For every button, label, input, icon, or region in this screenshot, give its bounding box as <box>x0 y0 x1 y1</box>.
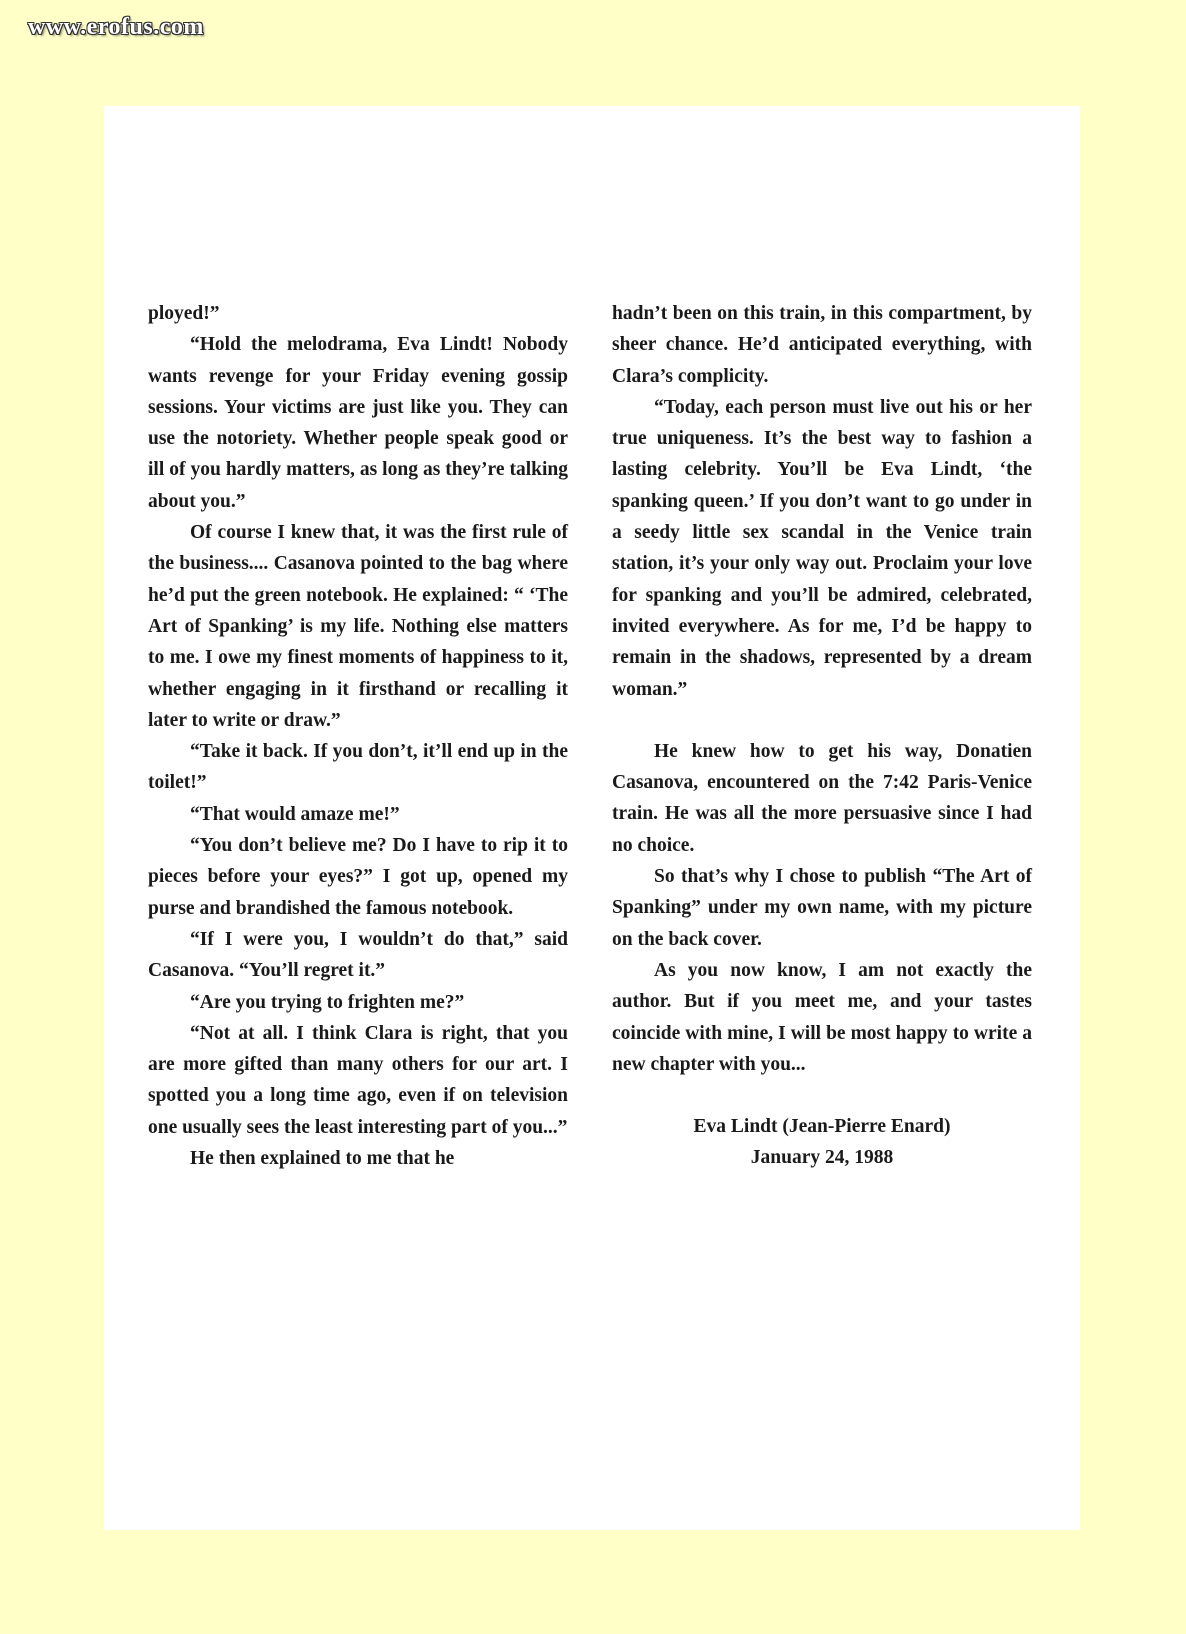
paragraph: ployed!” <box>148 303 220 324</box>
signature-date: January 24, 1988 <box>750 1147 894 1169</box>
paragraph: “Hold the melodrama, Eva Lindt! Nobody wants revenge for your Friday evening gossip sessions. Your victims are just like you. They can use the notoriety. Whether people speak good or ill of you hardly matters, as long as they’re talking about you.” <box>148 334 568 512</box>
paragraph: “That would amaze me!” <box>190 803 400 825</box>
author-signature <box>612 1111 1032 1174</box>
paragraph: As you now know, I am not exactly the author. But if you meet me, and your tastes coincide with mine, I will be most happy to write a new chapter with you... <box>612 959 1032 1075</box>
site-watermark: www.erofus.com <box>28 14 204 40</box>
paragraph: He then explained to me that he <box>190 1148 455 1170</box>
paragraph: “Take it back. If you don’t, it’ll end up in the toilet!” <box>148 741 568 794</box>
paragraph: hadn’t been on this train, in this compartment, by sheer chance. He’d anticipated everything, with Clara’s complicity. <box>612 303 1032 387</box>
paragraph: So that’s why I chose to publish “The Art of Spanking” under my own name, with my picture on the back cover. <box>612 866 1032 950</box>
paragraph: Of course I knew that, it was the first rule of the business.... Casanova pointed to the bag where he’d put the green notebook. He explained: “ ‘The Art of Spanking’ is my life. Nothing else matters to me. I owe my finest moments of happiness to it, whether engaging in it firsthand or recalling it later to write or draw.” <box>148 522 568 731</box>
paragraph: “You don’t believe me? Do I have to rip it to pieces before your eyes?” I got up, opened my purse and brandished the famous notebook. <box>148 835 568 919</box>
paragraph: He knew how to get his way, Donatien Casanova, encountered on the 7:42 Paris-Venice train. He was all the more persuasive since I had no choice. <box>612 740 1032 856</box>
right-text-column <box>612 298 1032 1174</box>
paragraph: “If I were you, I wouldn’t do that,” said Casanova. “You’ll regret it.” <box>148 928 568 982</box>
paragraph: “Today, each person must live out his or her true uniqueness. It’s the best way to fashion a lasting celebrity. You’ll be Eva Lindt, ‘the spanking queen.’ If you don’t want to go under in a seedy little sex scandal in the Venice train station, it’s your only way out. Proclaim your love for spanking and you’ll be admired, celebrated, invited everywhere. As for me, I’d be happy to remain in the shadows, represented by a dream woman.” <box>612 396 1032 700</box>
left-text-column <box>148 298 568 1174</box>
author-name: Eva Lindt (Jean-Pierre Enard) <box>693 1116 951 1138</box>
paragraph: “Are you trying to frighten me?” <box>190 991 465 1013</box>
book-page <box>104 106 1080 1530</box>
paragraph: “Not at all. I think Clara is right, that you are more gifted than many others for our art. I spotted you a long time ago, even if on television one usually sees the least interesting part of you...” <box>148 1022 568 1138</box>
